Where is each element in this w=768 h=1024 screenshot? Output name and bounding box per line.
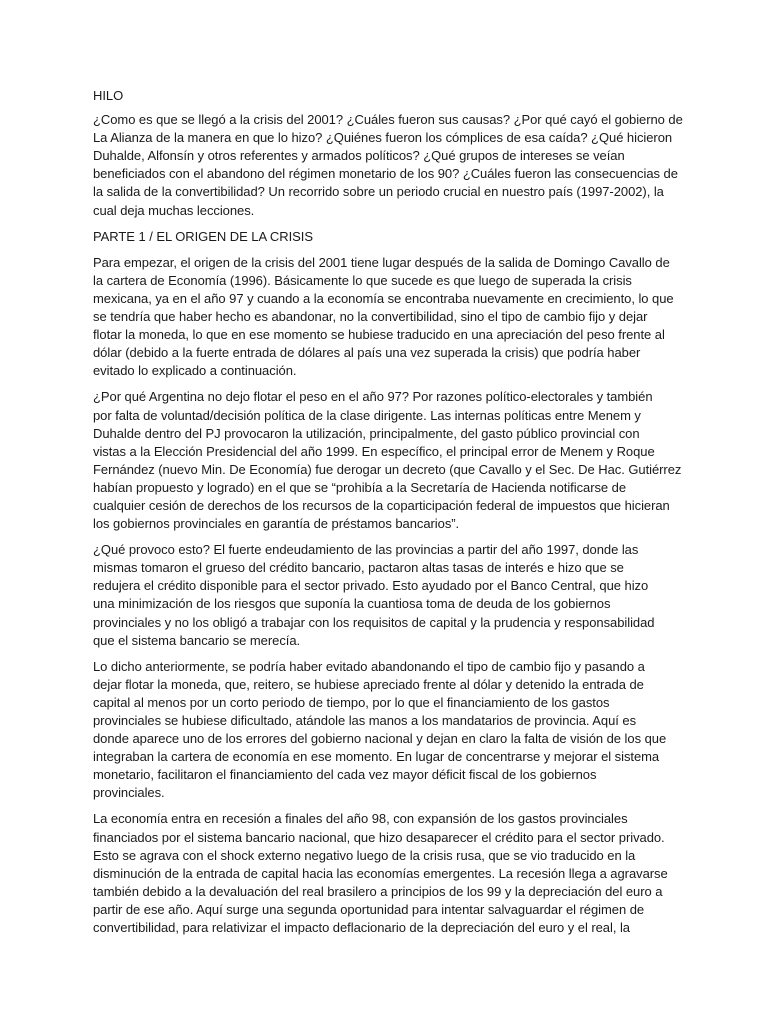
paragraph-2-line-1: ¿Por qué Argentina no dejo flotar el peso en el año 97? Por razones político-electorales y también <box>93 389 653 405</box>
paragraph-4-line-5: donde aparece uno de los errores del gobierno nacional y dejan en claro la falta de visión de los que <box>93 731 667 747</box>
paragraph-5-line-4: disminución de la entrada de capital hacia las economías emergentes. La recesión llega a agravarse <box>93 865 668 881</box>
paragraph-1-line-4: se tendría que haber hecho es abandonar, no la convertibilidad, sino el tipo de cambio fijo y dejar <box>93 309 648 325</box>
intro-line-4: beneficiados con el abandono del régimen monetario de los 90? ¿Cuáles fueron las consecuencias de <box>93 166 678 182</box>
paragraph-4-line-6: integraban la cartera de economía en ese momento. En lugar de concentrarse y mejorar el sistema <box>93 749 660 765</box>
document-title: HILO <box>93 88 124 103</box>
paragraph-3-line-2: mismas tomaron el grueso del crédito bancario, pactaron altas tasas de interés e hizo que se <box>93 560 624 576</box>
paragraph-3 <box>93 541 670 650</box>
paragraph-2-line-8: los gobiernos provinciales en garantía de préstamos bancarios”. <box>93 516 460 532</box>
intro-line-5: la salida de la convertibilidad? Un recorrido sobre un periodo crucial en nuestro país (1997-2002), la <box>93 184 664 200</box>
paragraph-1-line-1: Para empezar, el origen de la crisis del 2001 tiene lugar después de la salida de Domingo Cavallo de <box>93 254 670 270</box>
paragraph-1 <box>93 254 674 381</box>
paragraph-4-line-7: monetario, facilitaron el financiamiento del cada vez mayor déficit fiscal de los gobiernos <box>93 767 597 783</box>
paragraph-2 <box>93 388 682 533</box>
paragraph-4 <box>93 658 670 803</box>
intro-line-3: Duhalde, Alfonsín y otros referentes y armados políticos? ¿Qué grupos de intereses se veían <box>93 148 625 164</box>
paragraph-1-line-5: flotar la moneda, lo que en ese momento se hubiese traducido en una apreciación del peso frente al <box>93 327 665 343</box>
paragraph-2-line-5: Fernández (nuevo Min. De Economía) fue derogar un decreto (que Cavallo y el Sec. De Hac. Gutiérrez <box>93 461 682 477</box>
paragraph-1-line-7: evitado lo explicado a continuación. <box>93 363 297 379</box>
paragraph-2-line-3: Duhalde dentro del PJ provocaron la utilización, principalmente, del gasto público provincial con <box>93 425 640 441</box>
paragraph-3-line-6: que el sistema bancario se merecía. <box>93 632 301 648</box>
paragraph-3-line-5: provinciales y no los obligó a trabajar con los requisitos de capital y la prudencia y responsabilidad <box>93 614 655 630</box>
paragraph-4-line-3: capital al menos por un corto periodo de tiempo, por lo que el financiamiento de los gastos <box>93 694 610 710</box>
paragraph-2-line-6: habían propuesto y logrado) en el que se “prohibía a la Secretaría de Hacienda notificarse de <box>93 479 627 495</box>
paragraph-5-line-2: financiados por el sistema bancario nacional, que hizo desaparecer el crédito para el sector privado. <box>93 829 665 845</box>
paragraph-2-line-2: por falta de voluntad/decisión política de la clase dirigente. Las internas políticas entre Menem y <box>93 407 641 423</box>
paragraph-4-line-8: provinciales. <box>93 785 165 801</box>
paragraph-5 <box>93 810 670 937</box>
intro-line-6: cual deja muchas lecciones. <box>93 202 255 218</box>
paragraph-2-line-4: vistas a la Elección Presidencial del año 1999. En específico, el principal error de Menem y Roque <box>93 443 655 459</box>
paragraph-1-line-2: la cartera de Economía (1996). Básicamente lo que sucede es que luego de superada la crisis <box>93 272 632 288</box>
intro-line-1: ¿Como es que se llegó a la crisis del 2001? ¿Cuáles fueron sus causas? ¿Por qué cayó el gobierno de <box>93 112 683 128</box>
paragraph-2-line-7: cualquier cesión de derechos de los recursos de la coparticipación federal de impuestos que hicieran <box>93 497 670 513</box>
intro-line-2: La Alianza de la manera en que lo hizo? ¿Quiénes fueron los cómplices de esa caída? ¿Qué hicieron <box>93 130 673 146</box>
paragraph-5-line-6: partir de ese año. Aquí surge una segunda oportunidad para intentar salvaguardar el régimen de <box>93 901 645 917</box>
section-heading: PARTE 1 / EL ORIGEN DE LA CRISIS <box>93 228 313 244</box>
paragraph-4-line-2: dejar flotar la moneda, que, reitero, se hubiese apreciado frente al dólar y detenido la entrada de <box>93 676 644 692</box>
paragraph-5-line-1: La economía entra en recesión a finales del año 98, con expansión de los gastos provinciales <box>93 811 628 827</box>
paragraph-1-line-3: mexicana, ya en el año 97 y cuando a la economía se encontraba nuevamente en crecimiento, lo que <box>93 290 674 306</box>
paragraph-5-line-3: Esto se agrava con el shock externo negativo luego de la crisis rusa, que se vio traducido en la <box>93 847 636 863</box>
paragraph-5-line-5: también debido a la devaluación del real brasilero a principios de los 99 y la depreciación del euro a <box>93 883 663 899</box>
paragraph-3-line-3: redujera el crédito disponible para el sector privado. Esto ayudado por el Banco Central, que hizo <box>93 578 649 594</box>
paragraph-1-line-6: dólar (debido a la fuerte entrada de dólares al país una vez superada la crisis) que podría haber <box>93 345 641 361</box>
paragraph-5-line-7: convertibilidad, para relativizar el impacto deflacionario de la depreciación del euro y el real, la <box>93 920 630 936</box>
paragraph-3-line-4: una minimización de los riesgos que suponía la cuantiosa toma de deuda de los gobiernos <box>93 596 611 612</box>
paragraph-4-line-4: provinciales se hubiese dificultado, atándole las manos a los mandatarios de provincia. Aquí es <box>93 713 637 728</box>
paragraph-4-line-1: Lo dicho anteriormente, se podría haber evitado abandonando el tipo de cambio fijo y pasando a <box>93 658 645 674</box>
intro-paragraph <box>93 111 683 220</box>
paragraph-3-line-1: ¿Qué provoco esto? El fuerte endeudamiento de las provincias a partir del año 1997, donde las <box>93 542 639 558</box>
